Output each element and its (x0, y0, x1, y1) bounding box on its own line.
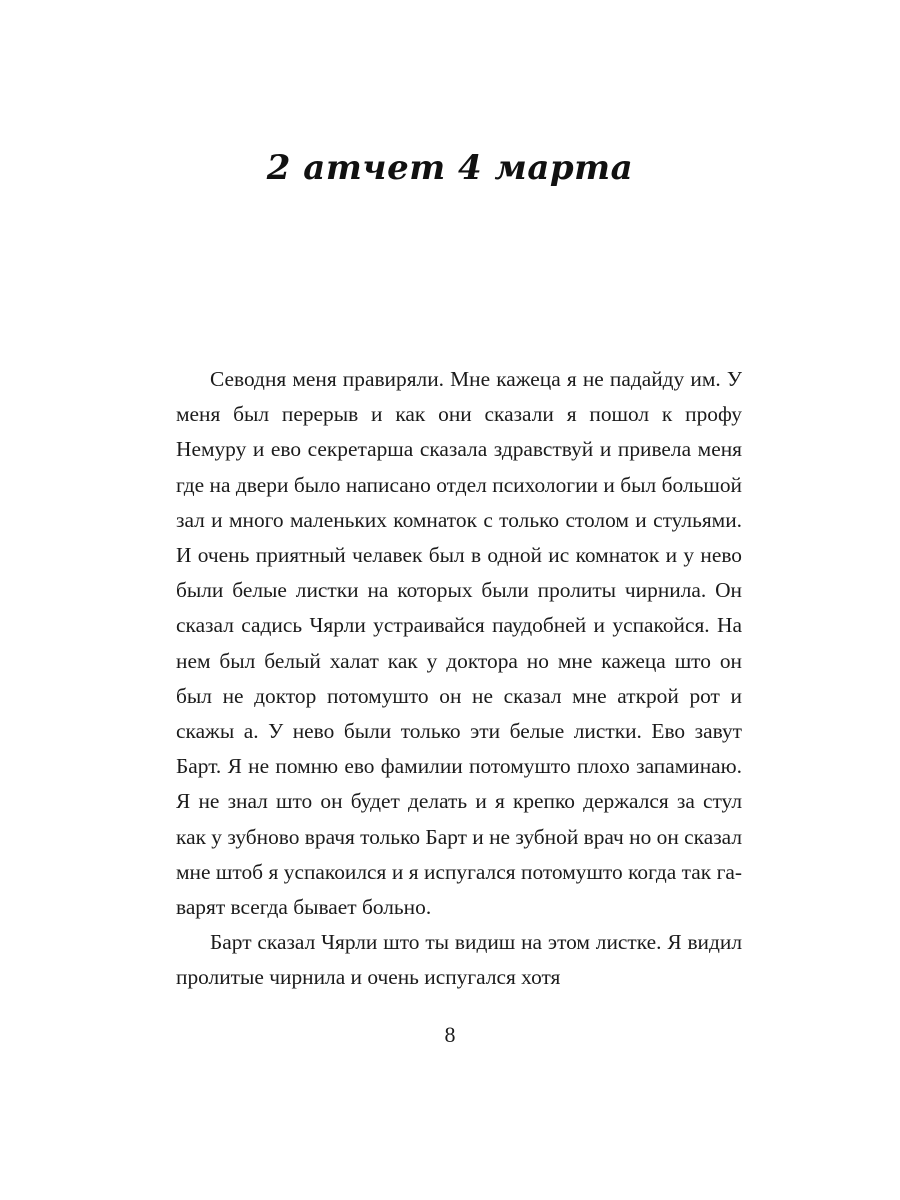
chapter-title: 2 атчет 4 марта (266, 148, 634, 188)
page-number: 8 (444, 1022, 456, 1047)
page-body-text (176, 362, 742, 996)
paragraph: Барт сказал Чярли што ты видиш на этом листке. Я видил пролитые чирнила и очень испугался хотя (176, 930, 742, 990)
paragraph: Севодня меня правиряли. Мне кажеца я не падайду им. У меня был перерыв и как они сказали я пошол к профу Немуру и ево секретарша сказала здравствуй и привела меня где на двери было написано отдел психологии и был большой зал и много маленьких комнаток с только столом и стульями. И очень приятный челавек был в одной ис комнаток и у нево были белые листки на которых были пролиты чирнила. Он сказал садись Чярли устраивайся паудобней и успакойся. На нем был белый халат как у доктора но мне кажеца што он был не доктор потомушто он не сказал мне аткрой рот и скажы а. У нево были только эти белые листки. Ево завут Барт. Я не помню ево фамилии потомушто плохо запаминаю. Я не знал што он будет делать и я крепко держался за стул как у зубново врачя только Барт и не зубной врач но он сказал мне штоб я успакоился и я испугался потомушто когда так гаварят всегда бывает больно. (176, 367, 743, 920)
